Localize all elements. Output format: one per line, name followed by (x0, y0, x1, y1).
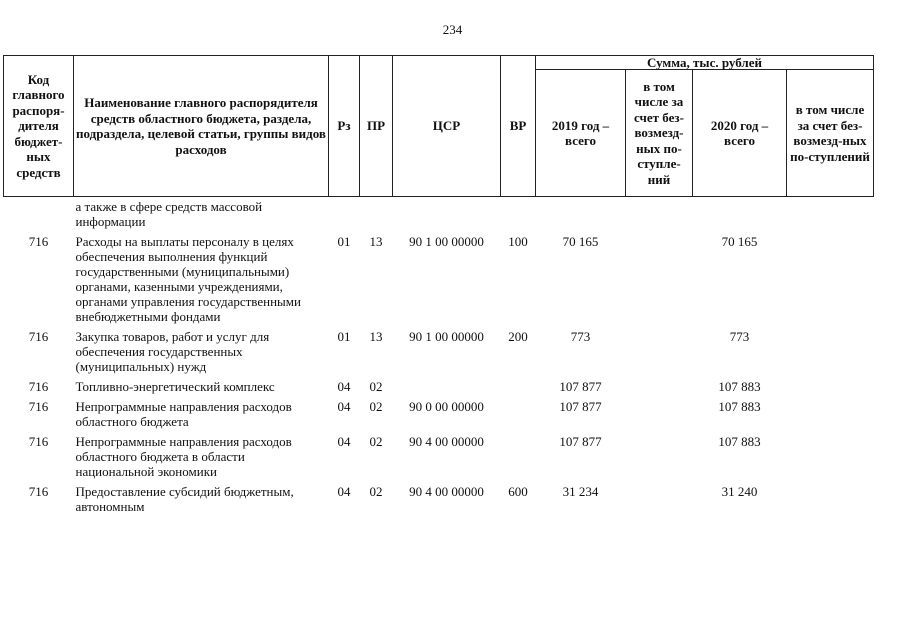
cell-vr (501, 377, 536, 397)
cell-2019-total: 773 (570, 329, 591, 344)
cell-vr (501, 432, 536, 482)
cell-pr: 02 (369, 379, 383, 394)
table-row (4, 327, 874, 377)
cell-csr (393, 377, 501, 397)
cell-pr: 02 (369, 434, 383, 449)
cell-2020-free (787, 482, 874, 517)
cell-2019-total: 31 234 (562, 484, 599, 499)
cell-pr: 02 (369, 399, 383, 414)
header-2019-total: 2019 год – всего (536, 70, 626, 197)
cell-name: а также в сфере средств массовой информации (75, 199, 263, 229)
cell-name: Закупка товаров, работ и услуг для обеспечения государственных (муниципальных) нужд (75, 329, 270, 374)
cell-2019-total: 70 165 (562, 234, 599, 249)
cell-2019-free (626, 197, 693, 233)
cell-vr (501, 197, 536, 233)
cell-pr: 02 (369, 484, 383, 499)
cell-rz: 04 (337, 399, 351, 414)
header-2019-free: в том числе за счет без-возмезд-ных по-ступле-ний (626, 70, 693, 197)
cell-2020-free (787, 377, 874, 397)
cell-rz: 04 (337, 379, 351, 394)
cell-2020-total: 773 (729, 329, 750, 344)
header-rz: Рз (329, 56, 360, 197)
cell-csr: 90 4 00 00000 (409, 484, 484, 499)
header-sum-group: Сумма, тыс. рублей (536, 56, 874, 70)
header-name: Наименование главного распорядителя средств областного бюджета, раздела, подраздела, целевой статьи, группы видов расходов (74, 56, 329, 197)
header-2020-total: 2020 год – всего (693, 70, 787, 197)
table-row (4, 432, 874, 482)
cell-2019-free (626, 432, 693, 482)
table-row (4, 197, 874, 233)
header-2020-free: в том числе за счет без-возмезд-ных по-ступлений (787, 70, 874, 197)
header-csr: ЦСР (393, 56, 501, 197)
cell-code: 716 (28, 484, 49, 499)
cell-2019-free (626, 327, 693, 377)
table-row (4, 377, 874, 397)
cell-code: 716 (28, 399, 49, 414)
cell-2019-total: 107 877 (559, 379, 602, 394)
cell-pr: 13 (369, 234, 383, 249)
cell-2020-free (787, 397, 874, 432)
cell-code: 716 (28, 329, 49, 344)
table-row (4, 482, 874, 517)
cell-2019-total: 107 877 (559, 434, 602, 449)
cell-pr: 13 (369, 329, 383, 344)
cell-code: 716 (28, 379, 49, 394)
cell-rz: 04 (337, 434, 351, 449)
cell-name: Непрограммные направления расходов областного бюджета (75, 399, 292, 429)
cell-2020-total (693, 197, 787, 233)
cell-csr: 90 1 00 00000 (409, 234, 484, 249)
cell-code: 716 (28, 434, 49, 449)
cell-2019-free (626, 482, 693, 517)
cell-rz (329, 197, 360, 233)
cell-code: 716 (28, 234, 49, 249)
table-row (4, 397, 874, 432)
cell-2019-free (626, 397, 693, 432)
cell-2019-free (626, 377, 693, 397)
cell-vr: 100 (508, 234, 528, 249)
cell-2019-total: 107 877 (559, 399, 602, 414)
table-row (4, 232, 874, 327)
cell-vr: 200 (508, 329, 528, 344)
cell-2020-total: 107 883 (718, 399, 761, 414)
cell-vr (501, 397, 536, 432)
cell-2019-total (536, 197, 626, 233)
cell-name: Предоставление субсидий бюджетным, автономным (75, 484, 294, 514)
cell-csr: 90 4 00 00000 (409, 434, 484, 449)
cell-name: Расходы на выплаты персоналу в целях обеспечения выполнения функций государственными (муниципальными) органами, казенными учреждениями, органами управления государственными внебюджетными фондами (75, 234, 301, 324)
table-header (4, 56, 874, 197)
cell-2019-free (626, 232, 693, 327)
cell-2020-total: 107 883 (718, 434, 761, 449)
page-number: 234 (442, 22, 463, 37)
header-pr: ПР (360, 56, 393, 197)
cell-2020-total: 70 165 (721, 234, 758, 249)
cell-name: Топливно-энергетический комплекс (75, 379, 275, 394)
cell-vr: 600 (508, 484, 528, 499)
header-vr: ВР (501, 56, 536, 197)
cell-2020-free (787, 197, 874, 233)
cell-rz: 04 (337, 484, 351, 499)
cell-2020-total: 31 240 (721, 484, 758, 499)
cell-csr: 90 0 00 00000 (409, 399, 484, 414)
cell-csr (393, 197, 501, 233)
header-code: Код главного распоря-дителя бюджет-ных средств (4, 56, 74, 197)
cell-2020-free (787, 232, 874, 327)
cell-pr (360, 197, 393, 233)
cell-name: Непрограммные направления расходов областного бюджета в области национальной экономики (75, 434, 292, 479)
cell-code (4, 197, 74, 233)
cell-2020-free (787, 327, 874, 377)
cell-2020-total: 107 883 (718, 379, 761, 394)
cell-rz: 01 (337, 234, 351, 249)
cell-rz: 01 (337, 329, 351, 344)
cell-csr: 90 1 00 00000 (409, 329, 484, 344)
table-body (4, 197, 874, 518)
cell-2020-free (787, 432, 874, 482)
budget-table (3, 55, 874, 517)
